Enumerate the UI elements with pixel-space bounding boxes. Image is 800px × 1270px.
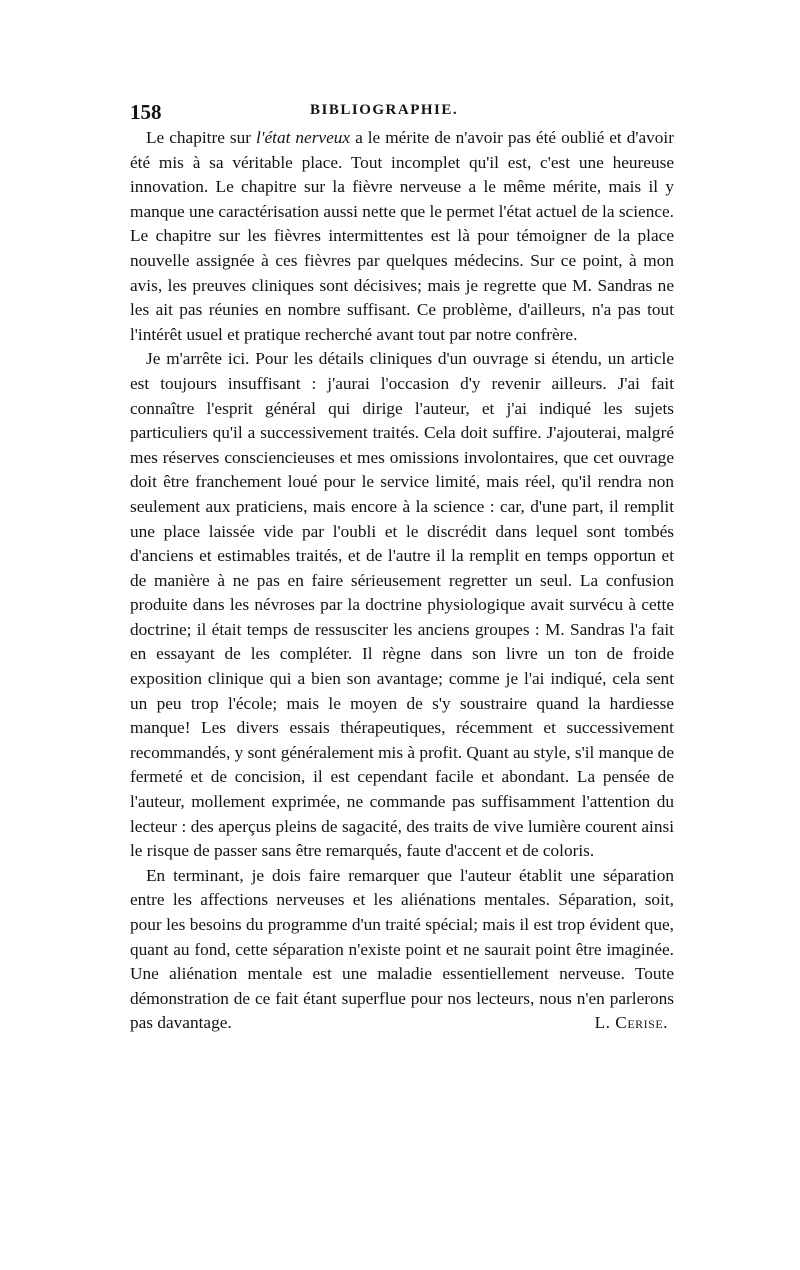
paragraph-1-body: a le mérite de n'avoir pas été oublié et d'avoir été mis à sa véritable place. Tout incomplet qu'il est, c'est une heureuse innovation. Le chapitre sur la fièvre nerveuse a le même mérite, mais il y manque une caractérisation aussi nette que le permet l'état actuel de la science. Le chapitre sur les fièvres intermittentes est là pour témoigner de la place nouvelle assignée à ces fièvres par quelques médecins. Sur ce point, à mon avis, les preuves cliniques sont décisives; mais je regrette que M. Sandras ne les ait pas réunies en nombre suffisant. Ce problème, d'ailleurs, n'a pas tout l'intérêt usuel et pratique recherché avant tout par notre confrère. [130,128,674,344]
running-title: BIBLIOGRAPHIE. [310,102,459,118]
document-page [130,96,674,1036]
paragraph-1-emphasis: l'état nerveux [255,128,351,147]
running-head [130,96,674,126]
paragraph-1-lead: Le chapitre sur [146,128,256,147]
author-signature: L. Cerise. [594,1013,668,1033]
paragraph-3: En terminant, je dois faire remarquer que l'auteur établit une séparation entre les affections nerveuses et les aliénations mentales. Séparation, soit, pour les besoins du programme d'un traité spécial; mais il est trop évident que, quant au fond, cette séparation n'existe point et ne saurait point être imaginée. Une aliénation mentale est une maladie essentiellement nerveuse. Toute démonstration de ce fait étant superflue pour nos lecteurs, nous n'en parlerons pas davantage. L. Cerise. [130,864,674,1036]
paragraph-2: Je m'arrête ici. Pour les détails cliniques d'un ouvrage si étendu, un article est toujours insuffisant : j'aurai l'occasion d'y revenir ailleurs. J'ai fait connaître l'esprit général qui dirige l'auteur, et j'ai indiqué les sujets particuliers qu'il a successivement traités. Cela doit suffire. J'ajouterai, malgré mes réserves consciencieuses et mes omissions involontaires, que cet ouvrage doit être franchement loué pour le service limité, mais réel, qu'il rendra non seulement aux praticiens, mais encore à la science : car, d'une part, il remplit une place laissée vide par l'oubli et le discrédit dans lequel sont tombés d'anciens et estimables traités, et de l'autre il la remplit en temps opportun et de manière à ne pas en faire sérieusement regretter un seul. La confusion produite dans les névroses par la doctrine physiologique avait survécu à cette doctrine; il était temps de ressusciter les anciens groupes : M. Sandras l'a fait en essayant de les compléter. Il règne dans son livre un ton de froide exposition clinique qui a bien son avantage; comme je l'ai indiqué, cela sent un peu trop l'école; mais le moyen de s'y soustraire quand la hardiesse manque! Les divers essais thérapeutiques, récemment et successivement recommandés, y sont généralement mis à profit. Quant au style, s'il manque de fermeté et de concision, il est cependant facile et abondant. La pensée de l'auteur, mollement exprimée, ne commande pas suffisamment l'attention du lecteur : des aperçus pleins de sagacité, des traits de vive lumière courent ainsi le risque de passer sans être remarqués, faute d'accent et de coloris. [130,349,674,861]
paragraph-1 [130,126,674,347]
page-number: 158 [130,100,162,124]
